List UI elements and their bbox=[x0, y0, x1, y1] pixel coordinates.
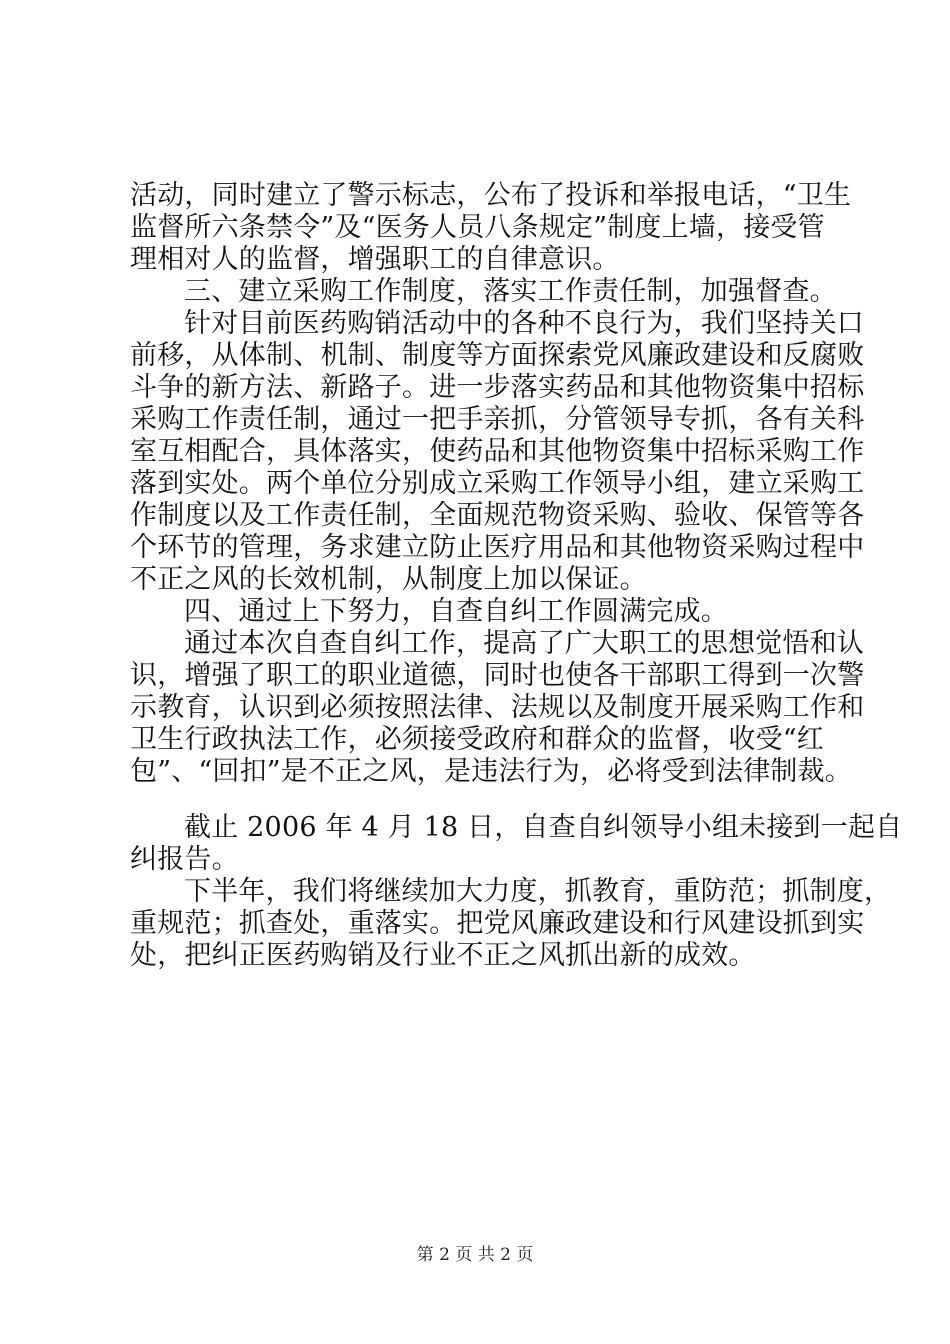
text-line: 识，增强了职工的职业道德，同时也使各干部职工得到一次警 bbox=[130, 660, 865, 691]
text-line: 通过本次自查自纠工作，提高了广大职工的思想觉悟和认 bbox=[184, 628, 864, 659]
text-line: 不正之风的长效机制，从制度上加以保证。 bbox=[130, 564, 647, 595]
text-line: 活动，同时建立了警示标志，公布了投诉和举报电话，“卫生 bbox=[130, 180, 852, 211]
text-line: 落到实处。两个单位分别成立采购工作领导小组，建立采购工 bbox=[130, 468, 865, 499]
page-number-footer: 第 2 页 共 2 页 bbox=[416, 1245, 534, 1265]
text-line: 卫生行政执法工作，必须接受政府和群众的监督，收受“红 bbox=[130, 724, 825, 755]
text-line: 针对目前医药购销活动中的各种不良行为，我们坚持关口 bbox=[184, 308, 864, 339]
text-line: 理相对人的监督，增强职工的自律意识。 bbox=[130, 244, 620, 275]
text-line: 监督所六条禁令”及“医务人员八条规定”制度上墙，接受管 bbox=[130, 212, 825, 243]
text-line: 个环节的管理，务求建立防止医疗用品和其他物资采购过程中 bbox=[130, 532, 865, 563]
text-line: 采购工作责任制，通过一把手亲抓，分管领导专抓，各有关科 bbox=[130, 404, 865, 435]
text-line: 截止 2006 年 4 月 18 日，自查自纠领导小组未接到一起自 bbox=[184, 812, 903, 843]
text-line: 斗争的新方法、新路子。进一步落实药品和其他物资集中招标 bbox=[130, 372, 865, 403]
text-line: 作制度以及工作责任制，全面规范物资采购、验收、保管等各 bbox=[130, 500, 865, 531]
text-line: 前移，从体制、机制、制度等方面探索党风廉政建设和反腐败 bbox=[130, 340, 865, 371]
text-line: 包”、“回扣”是不正之风，是违法行为，必将受到法律制裁。 bbox=[130, 756, 853, 787]
text-line: 处，把纠正医药购销及行业不正之风抓出新的成效。 bbox=[130, 940, 756, 971]
section-heading: 四、通过上下努力，自查自纠工作圆满完成。 bbox=[184, 596, 728, 627]
text-line: 室互相配合，具体落实，使药品和其他物资集中招标采购工作 bbox=[130, 436, 865, 467]
text-line: 下半年，我们将继续加大力度，抓教育，重防范；抓制度， bbox=[184, 876, 892, 907]
text-line: 纠报告。 bbox=[130, 844, 239, 875]
section-heading: 三、建立采购工作制度，落实工作责任制，加强督查。 bbox=[184, 276, 837, 307]
text-line: 重规范；抓查处，重落实。把党风廉政建设和行风建设抓到实 bbox=[130, 908, 865, 939]
text-line: 示教育，认识到必须按照法律、法规以及制度开展采购工作和 bbox=[130, 692, 865, 723]
